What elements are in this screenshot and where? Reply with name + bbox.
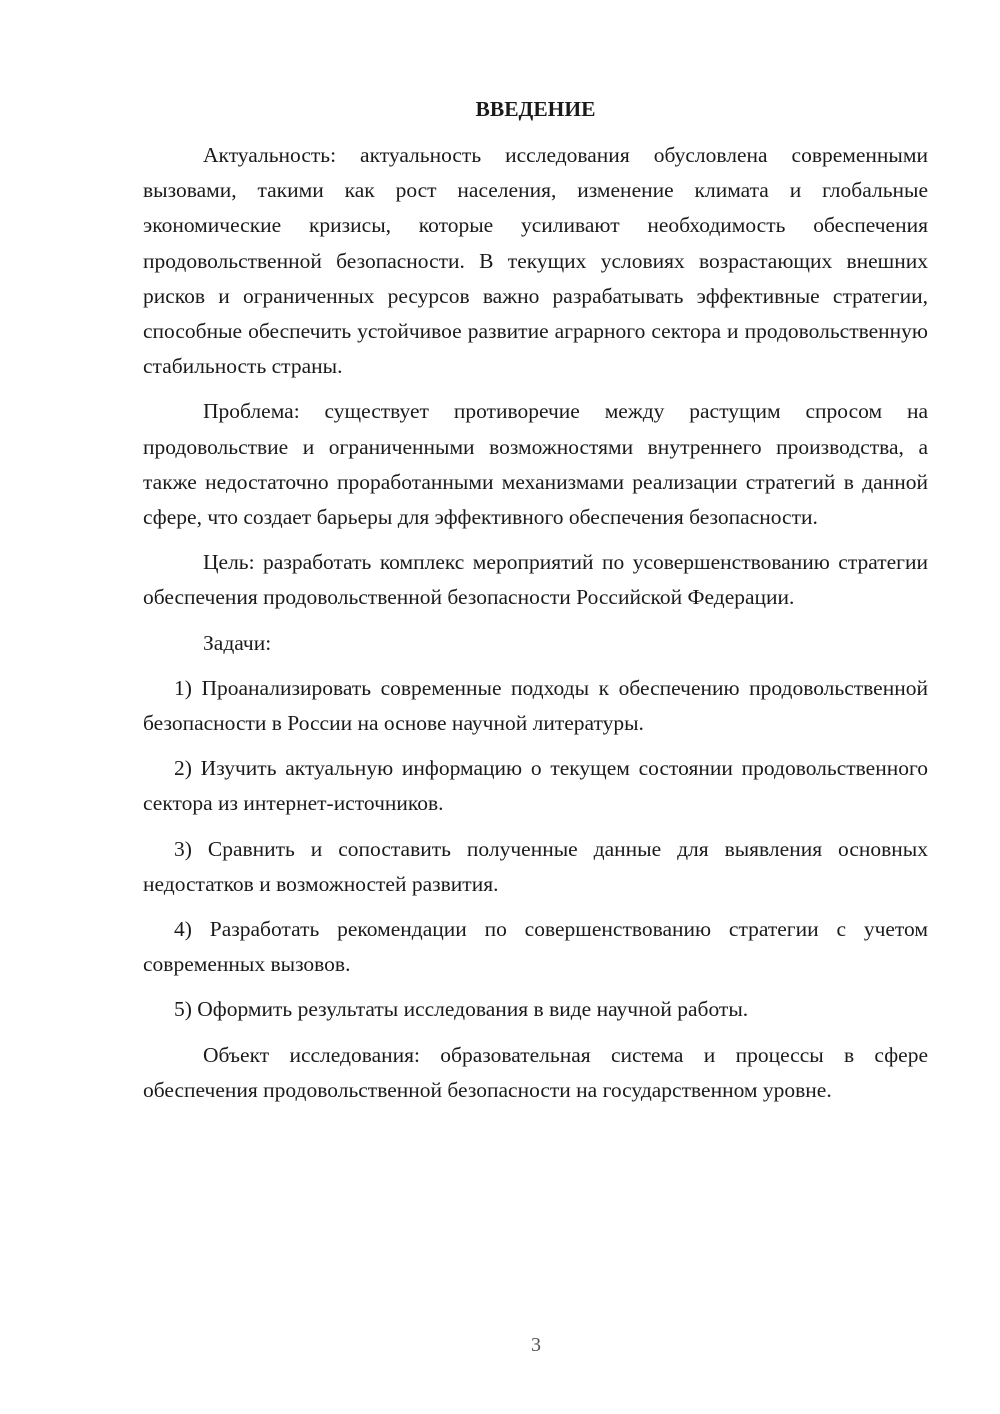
object-paragraph: Объект исследования: образовательная система и процессы в сфере обеспечения продовольственной безопасности на государственном уровне. bbox=[143, 1042, 928, 1102]
relevance-paragraph: Актуальность: актуальность исследования обусловлена современными вызовами, такими как рост населения, изменение климата и глобальные экономические кризисы, которые усиливают необходимость обеспечения продовольственной безопасности. В текущих условиях возрастающих внешних рисков и ограниченных ресурсов важно разрабатывать эффективные стратегии, способные обеспечить устойчивое развитие аграрного сектора и продовольственную стабильность страны. bbox=[143, 143, 928, 379]
tasks-heading: Задачи: bbox=[203, 630, 272, 655]
document-page bbox=[143, 92, 928, 1108]
task-item-3: 3) Сравнить и сопоставить полученные данные для выявления основных недостатков и возможностей развития. bbox=[143, 836, 928, 896]
section-title: ВВЕДЕНИЕ bbox=[475, 97, 596, 121]
task-item-4: 4) Разработать рекомендации по совершенствованию стратегии с учетом современных вызовов. bbox=[143, 917, 928, 977]
page-number: 3 bbox=[531, 1334, 541, 1356]
task-item-1: 1) Проанализировать современные подходы к обеспечению продовольственной безопасности в России на основе научной литературы. bbox=[143, 675, 928, 736]
goal-paragraph: Цель: разработать комплекс мероприятий по усовершенствованию стратегии обеспечения продовольственной безопасности Российской Федерации. bbox=[143, 550, 928, 610]
task-item-2: 2) Изучить актуальную информацию о текущем состоянии продовольственного сектора из интернет-источников. bbox=[143, 756, 928, 816]
problem-paragraph: Проблема: существует противоречие между растущим спросом на продовольствие и ограниченными возможностями внутреннего производства, а также недостаточно проработанными механизмами реализации стратегий в данной сфере, что создает барьеры для эффективного обеспечения безопасности. bbox=[143, 399, 928, 530]
task-item-5: 5) Оформить результаты исследования в виде научной работы. bbox=[174, 997, 749, 1022]
